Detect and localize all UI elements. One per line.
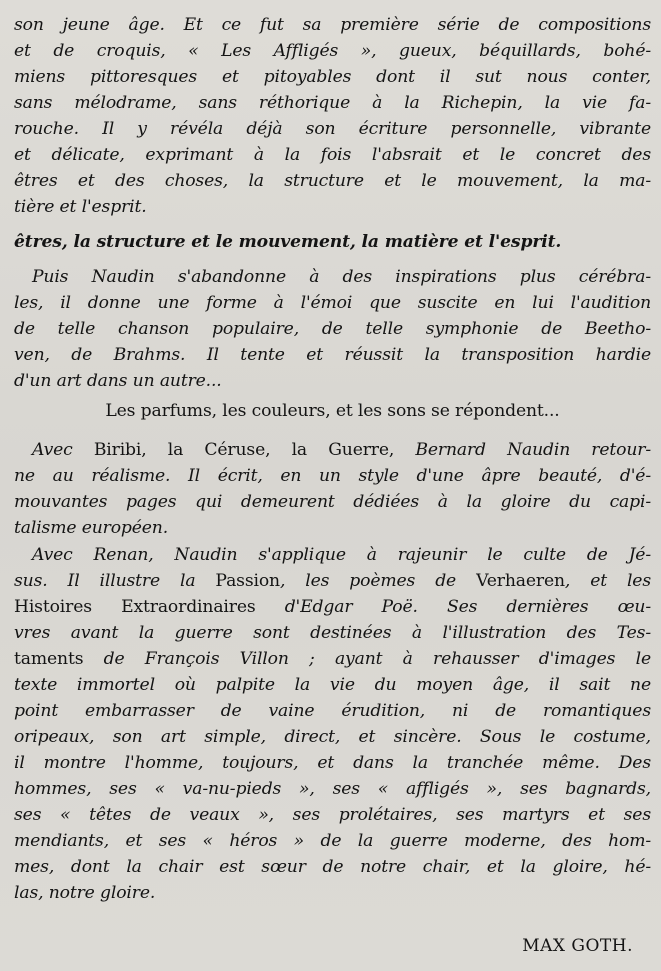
text-run: taments bbox=[14, 649, 84, 669]
text-line: miens pittoresques et pitoyables dont il sut nous conter, bbox=[14, 67, 651, 87]
paragraph-realisme bbox=[14, 437, 651, 541]
text-line: son jeune âge. Et ce fut sa première série de compositions bbox=[14, 15, 651, 35]
text-line bbox=[14, 568, 651, 594]
paragraph-quote bbox=[14, 398, 651, 424]
text-run: Avec bbox=[32, 440, 94, 460]
text-line: il montre l'homme, toujours, et dans la tranchée même. Des bbox=[14, 753, 651, 773]
text-line: las, notre gloire. bbox=[14, 883, 156, 903]
author-signature: MAX GOTH. bbox=[522, 936, 633, 956]
text-line bbox=[14, 646, 651, 672]
text-line bbox=[14, 437, 651, 463]
text-line: tière et l'esprit. bbox=[14, 197, 147, 217]
text-run: , et les bbox=[564, 571, 651, 591]
text-line: point embarrasser de vaine érudition, ni de romantiques bbox=[14, 701, 651, 721]
text-line: talisme européen. bbox=[14, 518, 169, 538]
text-line: mes, dont la chair est sœur de notre chair, et la gloire, hé- bbox=[14, 857, 651, 877]
text-line: et de croquis, « Les Affligés », gueux, béquillards, bohé- bbox=[14, 41, 651, 61]
text-line: Les parfums, les couleurs, et les sons se répondent... bbox=[105, 401, 560, 421]
text-line: texte immortel où palpite la vie du moyen âge, il sait ne bbox=[14, 675, 651, 695]
text-line: mendiants, et ses « héros » de la guerre moderne, des hom- bbox=[14, 831, 651, 851]
paragraph-renan bbox=[14, 542, 651, 906]
text-run: d'Edgar Poë. Ses dernières œu- bbox=[255, 597, 651, 617]
text-line: vres avant la guerre sont destinées à l'illustration des Tes- bbox=[14, 623, 651, 643]
text-line: rouche. Il y révéla déjà son écriture personnelle, vibrante bbox=[14, 119, 651, 139]
text-run: , les poèmes de bbox=[279, 571, 477, 591]
text-run: Passion bbox=[215, 571, 280, 591]
text-line: êtres et des choses, la structure et le mouvement, la ma- bbox=[14, 171, 651, 191]
text-line: d'un art dans un autre... bbox=[14, 371, 222, 391]
text-run: Verhaeren bbox=[476, 571, 565, 591]
text-line bbox=[14, 594, 651, 620]
text-run: de François Villon ; ayant à rehausser d'images le bbox=[83, 649, 651, 669]
text-line: êtres, la structure et le mouvement, la matière et l'esprit. bbox=[14, 232, 562, 252]
text-line: oripeaux, son art simple, direct, et sincère. Sous le costume, bbox=[14, 727, 651, 747]
paragraph-inspirations bbox=[14, 264, 651, 394]
text-line: mouvantes pages qui demeurent dédiées à la gloire du capi- bbox=[14, 492, 651, 512]
text-line: ses « têtes de veaux », ses prolétaires, ses martyrs et ses bbox=[14, 805, 651, 825]
text-line: sans mélodrame, sans réthorique à la Richepin, la vie fa- bbox=[14, 93, 651, 113]
text-line: Avec Renan, Naudin s'applique à rajeunir le culte de Jé- bbox=[32, 545, 651, 565]
paragraph-repeated-line bbox=[14, 229, 651, 255]
text-line: Puis Naudin s'abandonne à des inspirations plus cérébra- bbox=[32, 267, 651, 287]
text-run: Bernard Naudin retour- bbox=[415, 440, 651, 460]
text-line: et délicate, exprimant à la fois l'absrait et le concret des bbox=[14, 145, 651, 165]
text-line: de telle chanson populaire, de telle symphonie de Beetho- bbox=[14, 319, 651, 339]
text-line: ven, de Brahms. Il tente et réussit la transposition hardie bbox=[14, 345, 651, 365]
text-line: les, il donne une forme à l'émoi que suscite en lui l'audition bbox=[14, 293, 651, 313]
text-line: hommes, ses « va-nu-pieds », ses « affligés », ses bagnards, bbox=[14, 779, 651, 799]
text-line: ne au réalisme. Il écrit, en un style d'une âpre beauté, d'é- bbox=[14, 466, 651, 486]
text-run: Histoires Extraordinaires bbox=[14, 597, 256, 617]
text-run: Biribi, la Céruse, la Guerre, bbox=[93, 440, 416, 460]
text-run: sus. Il illustre la bbox=[14, 571, 216, 591]
paragraph-les-affliges bbox=[14, 12, 651, 220]
